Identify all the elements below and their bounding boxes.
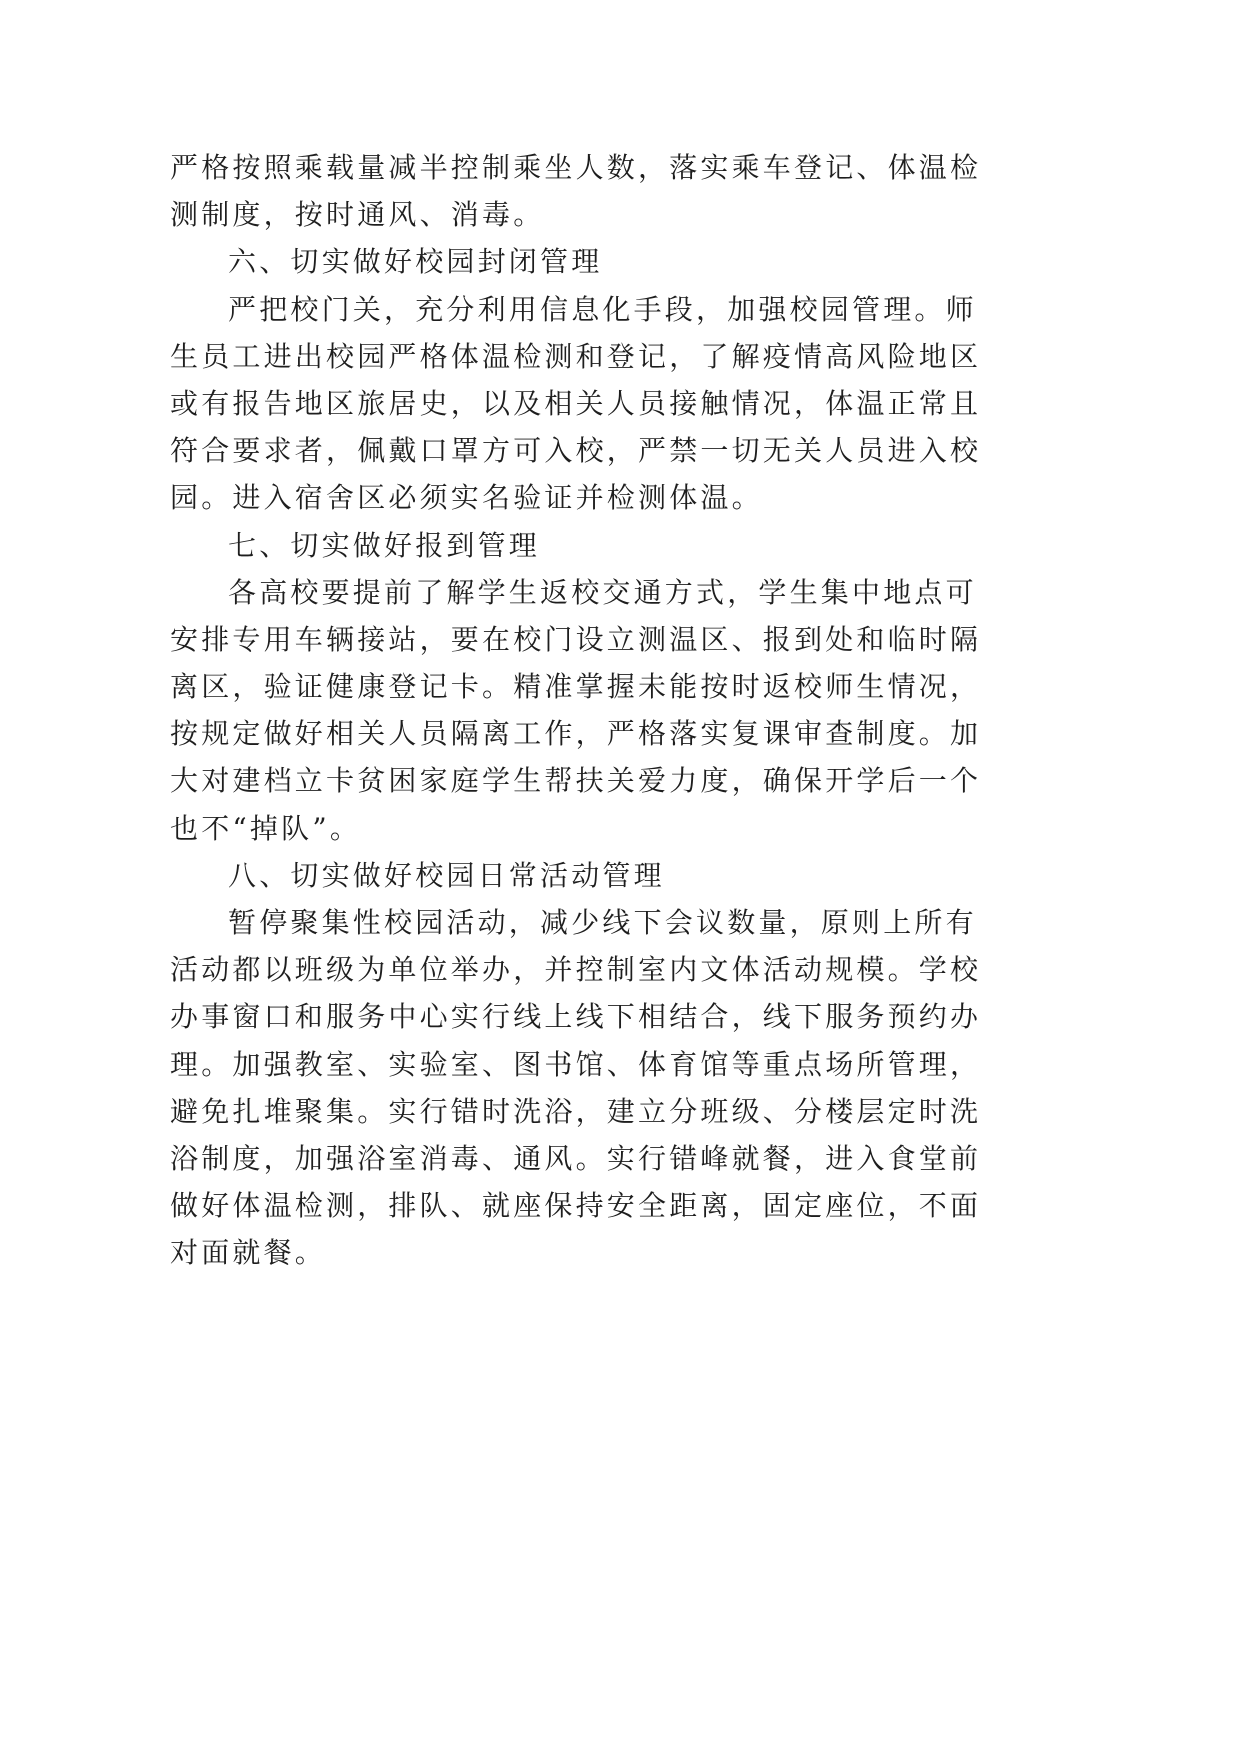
text-line: 大对建档立卡贫困家庭学生帮扶关爱力度，确保开学后一个 xyxy=(170,764,982,798)
text-line: 安排专用车辆接站，要在校门设立测温区、报到处和临时隔 xyxy=(170,622,982,656)
text-line: 按规定做好相关人员隔离工作，严格落实复课审查制度。加 xyxy=(170,717,982,751)
text-line: 测制度，按时通风、消毒。 xyxy=(170,198,545,232)
paragraph-start: 严把校门关，充分利用信息化手段，加强校园管理。师 xyxy=(228,292,977,326)
text-line: 生员工进出校园严格体温检测和登记，了解疫情高风险地区 xyxy=(170,339,982,373)
paragraph-start: 暂停聚集性校园活动，减少线下会议数量，原则上所有 xyxy=(228,906,977,939)
text-line: 做好体温检测，排队、就座保持安全距离，固定座位，不面 xyxy=(170,1189,982,1223)
paragraph-start: 各高校要提前了解学生返校交通方式，学生集中地点可 xyxy=(228,575,977,609)
text-line: 活动都以班级为单位举办，并控制室内文体活动规模。学校 xyxy=(170,953,982,987)
text-line: 也不“掉队”。 xyxy=(170,811,362,845)
text-line: 园。进入宿舍区必须实名验证并检测体温。 xyxy=(170,481,763,515)
document-body xyxy=(170,144,982,1277)
text-line: 理。加强教室、实验室、图书馆、体育馆等重点场所管理， xyxy=(170,1047,982,1081)
text-line: 对面就餐。 xyxy=(170,1236,327,1270)
text-line: 或有报告地区旅居史，以及相关人员接触情况，体温正常且 xyxy=(170,386,982,420)
text-line: 办事窗口和服务中心实行线上线下相结合，线下服务预约办 xyxy=(170,1000,982,1034)
text-line: 符合要求者，佩戴口罩方可入校，严禁一切无关人员进入校 xyxy=(170,434,982,468)
text-line: 避免扎堆聚集。实行错时洗浴，建立分班级、分楼层定时洗 xyxy=(170,1094,982,1128)
text-line: 浴制度，加强浴室消毒、通风。实行错峰就餐，进入食堂前 xyxy=(170,1141,982,1175)
section-heading-6: 六、切实做好校园封闭管理 xyxy=(228,245,603,279)
section-heading-7: 七、切实做好报到管理 xyxy=(228,528,541,562)
section-heading-8: 八、切实做好校园日常活动管理 xyxy=(228,858,665,892)
text-line: 离区，验证健康登记卡。精准掌握未能按时返校师生情况， xyxy=(170,670,982,704)
text-line: 严格按照乘载量减半控制乘坐人数，落实乘车登记、体温检 xyxy=(170,151,982,184)
